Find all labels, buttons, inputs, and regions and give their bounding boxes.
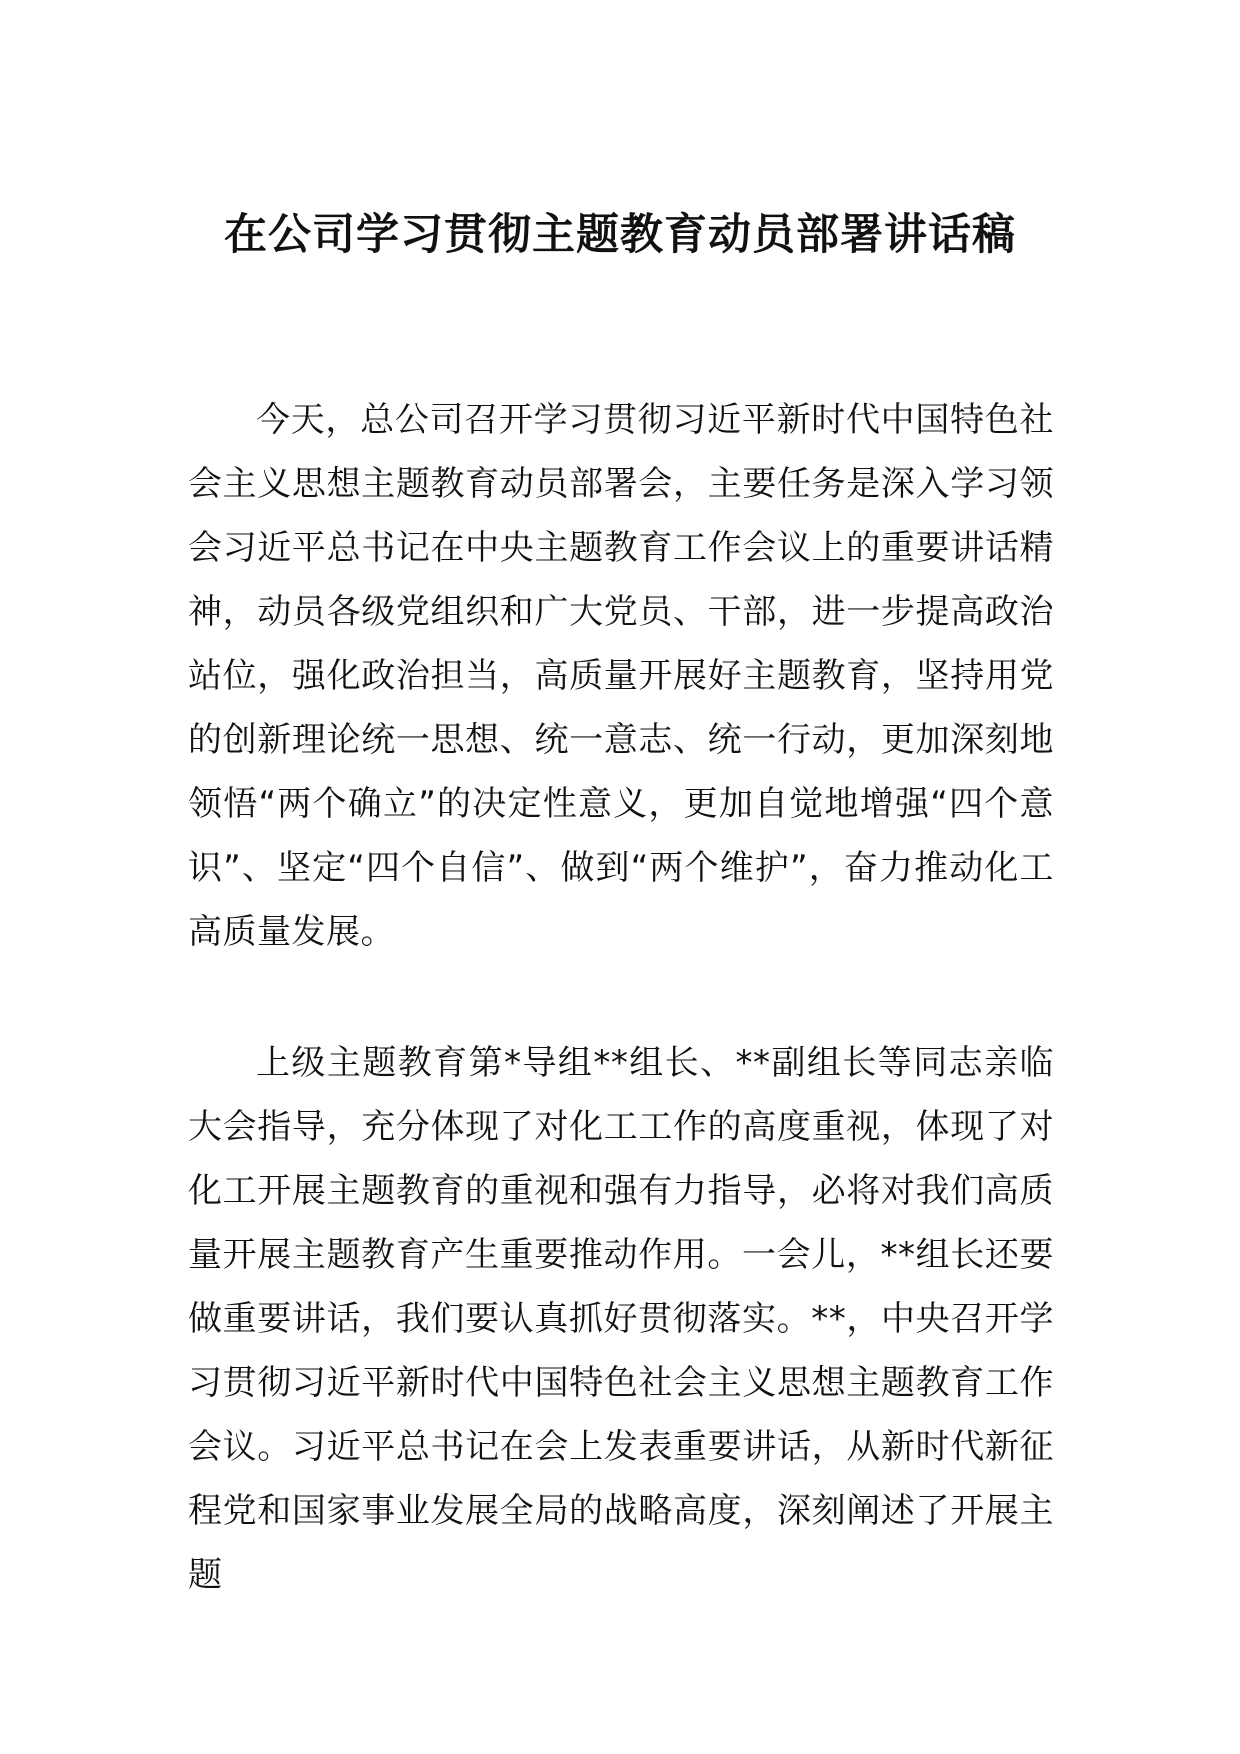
paragraph-opening: 今天，总公司召开学习贯彻习近平新时代中国特色社会主义思想主题教育动员部署会，主要任务是深入学习领会习近平总书记在中央主题教育工作会议上的重要讲话精神，动员各级党组织和广大党员、干部，进一步提高政治站位，强化政治担当，高质量开展好主题教育，坚持用党的创新理论统一思想、统一意志、统一行动，更加深刻地领悟“两个确立”的决定性意义，更加自觉地增强“四个意识”、坚定“四个自信”、做到“两个维护”，奋力推动化工高质量发展。 xyxy=(188,400,1054,952)
document-title: 在公司学习贯彻主题教育动员部署讲话稿 xyxy=(224,210,1016,260)
paragraph-guidance: 上级主题教育第*导组**组长、**副组长等同志亲临大会指导，充分体现了对化工工作的高度重视，体现了对化工开展主题教育的重视和强有力指导，必将对我们高质量开展主题教育产生重要推动作用。一会儿，**组长还要做重要讲话，我们要认真抓好贯彻落实。**，中央召开学习贯彻习近平新时代中国特色社会主义思想主题教育工作会议。习近平总书记在会上发表重要讲话，从新时代新征程党和国家事业发展全局的战略高度，深刻阐述了开展主题 xyxy=(188,1043,1054,1595)
